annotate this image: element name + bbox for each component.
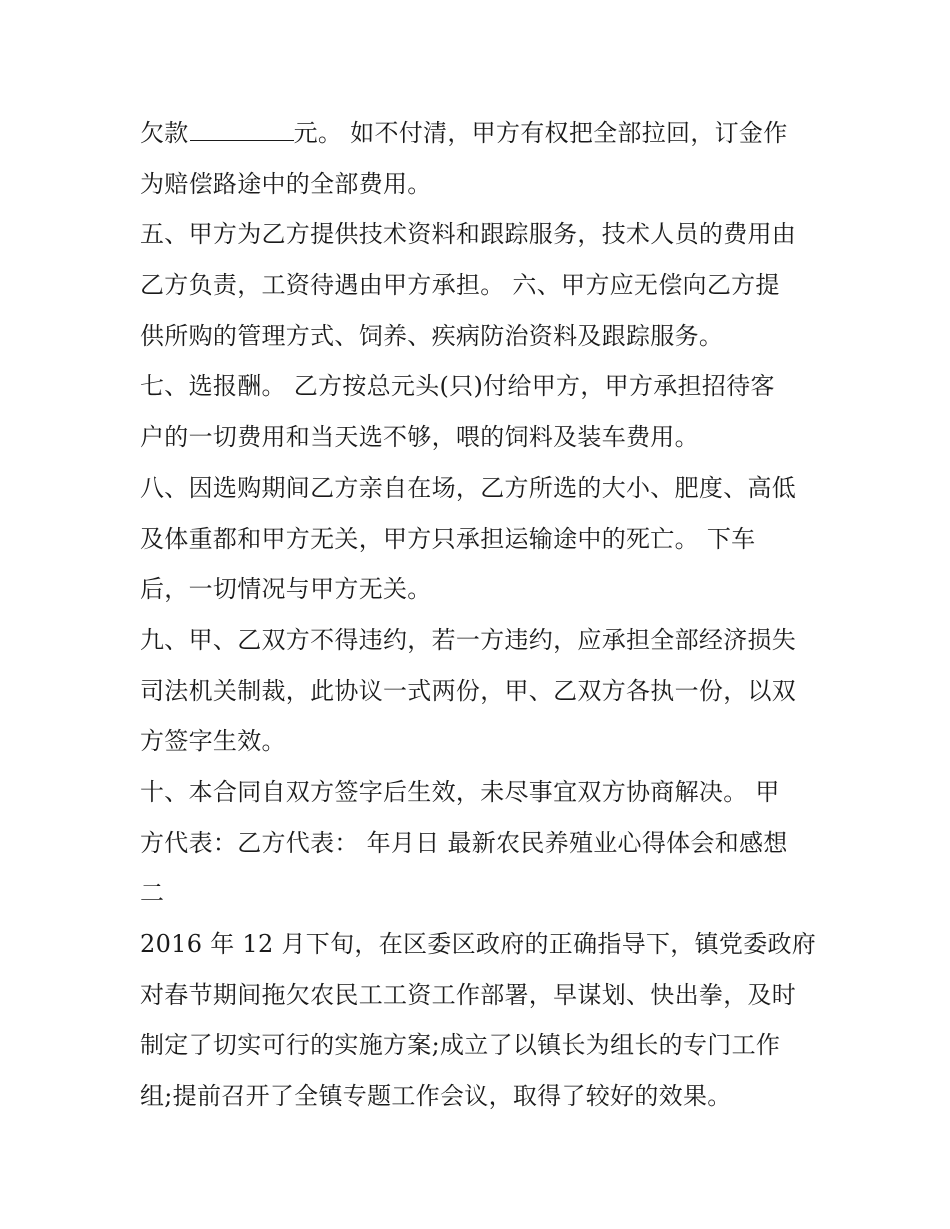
text-line: 制定了切实可行的实施方案;成立了以镇长为组长的专门工作 [140, 1031, 781, 1060]
text-line: 司法机关制裁，此协议一式两份，甲、乙双方各执一份，以双 [140, 676, 797, 705]
document-body [140, 108, 820, 1122]
line-text-after-blank: 元。 如不付清，甲方有权把全部拉回，订金作 [293, 119, 788, 147]
text-line: 乙方负责，工资待遇由甲方承担。 六、甲方应无偿向乙方提 [140, 271, 780, 300]
text-line: 组;提前召开了全镇专题工作会议，取得了较好的效果。 [140, 1082, 732, 1111]
fill-in-blank [190, 120, 294, 141]
text-line: 八、因选购期间乙方亲自在场，乙方所选的大小、肥度、高低 [140, 473, 797, 502]
line-text-before-blank: 欠款 [140, 119, 189, 147]
text-line: 方签字生效。 [140, 727, 286, 756]
text-line: 户的一切费用和当天选不够，喂的饲料及装车费用。 [140, 423, 699, 452]
text-line: 九、甲、乙双方不得违约，若一方违约，应承担全部经济损失 [140, 625, 797, 654]
text-line: 及体重都和甲方无关，甲方只承担运输途中的死亡。 下车 [140, 524, 756, 553]
text-line: 十、本合同自双方签字后生效，未尽事宜双方协商解决。 甲 [140, 777, 780, 806]
text-line: 供所购的管理方式、饲养、疾病防治资料及跟踪服务。 [140, 321, 724, 350]
text-line: 后，一切情况与甲方无关。 [140, 575, 432, 604]
text-line: 五、甲方为乙方提供技术资料和跟踪服务，技术人员的费用由 [140, 220, 797, 249]
text-line: 为赔偿路途中的全部费用。 [140, 169, 432, 198]
text-line: 方代表：乙方代表： 年月日 最新农民养殖业心得体会和感想 [140, 828, 788, 857]
text-line: 二 [140, 879, 165, 908]
text-line [140, 108, 820, 159]
text-line: 2016 年 12 月下旬，在区委区政府的正确指导下，镇党委政府 [140, 930, 817, 958]
text-line: 对春节期间拖欠农民工工资工作部署，早谋划、快出拳，及时 [140, 980, 797, 1009]
text-line: 七、选报酬。 乙方按总元头(只)付给甲方，甲方承担招待客 [140, 372, 775, 401]
